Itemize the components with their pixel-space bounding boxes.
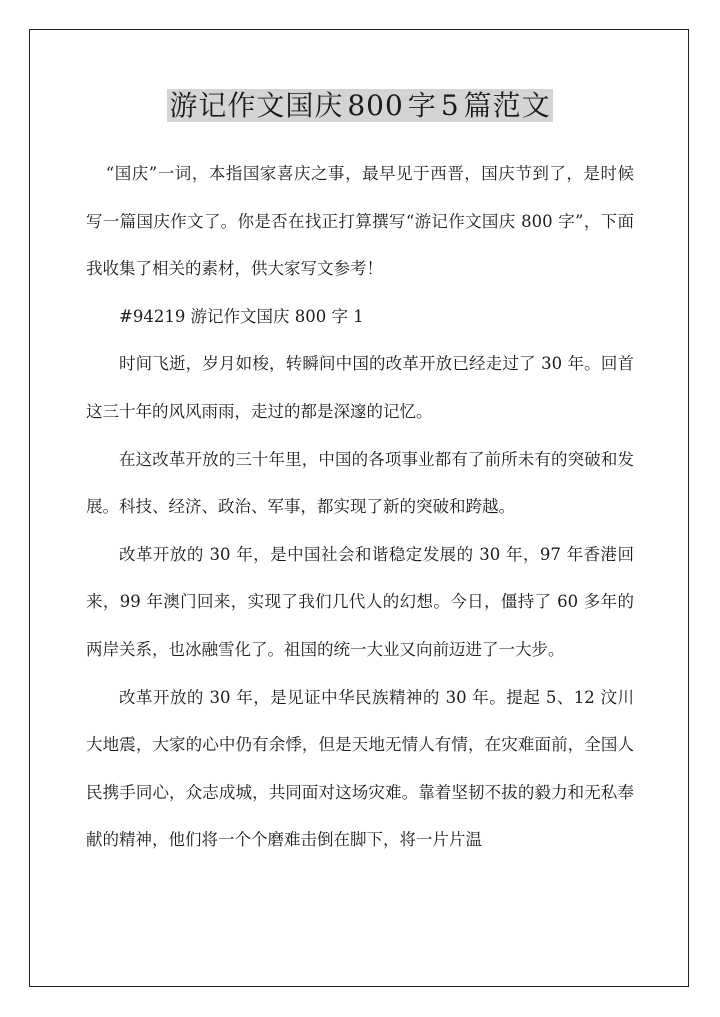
body-paragraph: 时间飞逝，岁月如梭，转瞬间中国的改革开放已经走过了 30 年。回首这三十年的风风雨雨，走过的都是深邃的记忆。 (86, 354, 634, 421)
intro-paragraph: “国庆”一词，本指国家喜庆之事，最早见于西晋，国庆节到了，是时候写一篇国庆作文了。你是否在找正打算撰写“游记作文国庆 800 字”，下面我收集了相关的素材，供大家写文参考！ (86, 164, 634, 279)
document-title (0, 86, 720, 126)
title-segment: 800 (347, 89, 404, 122)
title-segment: 字 (407, 89, 437, 122)
body-paragraph: 改革开放的 30 年，是见证中华民族精神的 30 年。提起 5、12 汶川大地震，大家的心中仍有余悸，但是天地无情人有情，在灾难面前，全国人民携手同心，众志成城，共同面对这场灾难。靠着坚韧不拔的毅力和无私奉献的精神，他们将一个个磨难击倒在脚下，将一片片温 (86, 687, 634, 850)
document-body (86, 150, 634, 864)
title-segment: 游记作文国庆 (169, 89, 344, 122)
title-segment: 篇范文 (463, 89, 551, 122)
title-segment: 5 (440, 89, 460, 122)
section-heading: #94219 游记作文国庆 800 字 1 (119, 306, 364, 326)
body-paragraph: 改革开放的 30 年，是中国社会和谐稳定发展的 30 年，97 年香港回来，99 年澳门回来，实现了我们几代人的幻想。今日，僵持了 60 多年的两岸关系，也冰融雪化了。祖国的统一大业又向前迈进了一大步。 (86, 544, 634, 659)
body-paragraph: 在这改革开放的三十年里，中国的各项事业都有了前所未有的突破和发展。科技、经济、政治、军事，都实现了新的突破和跨越。 (86, 449, 634, 517)
